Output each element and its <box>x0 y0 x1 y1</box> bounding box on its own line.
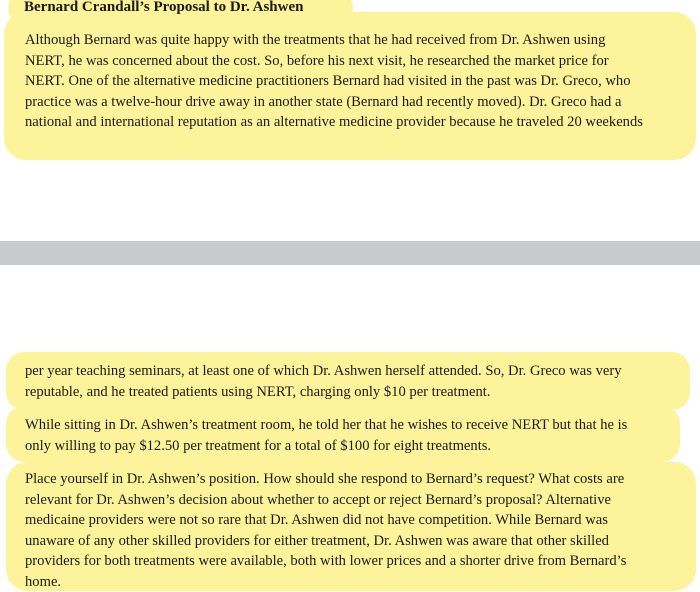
text-line: home. <box>25 572 626 592</box>
text-line: per year teaching seminars, at least one of which Dr. Ashwen herself attended. So, Dr. Greco was very <box>25 361 622 382</box>
text-line: practice was a twelve-hour drive away in another state (Bernard had recently moved). Dr. Greco had a <box>25 92 643 113</box>
text-line: NERT. One of the alternative medicine practitioners Bernard had visited in the past was Dr. Greco, who <box>25 71 643 92</box>
text-line: national and international reputation as an alternative medicine provider because he traveled 20 weekends <box>25 112 643 133</box>
paragraph-continuation <box>25 361 622 402</box>
paragraph-proposal <box>25 415 627 456</box>
paragraph-intro <box>25 30 643 133</box>
text-line: relevant for Dr. Ashwen’s decision about whether to accept or reject Bernard’s proposal? Alternative <box>25 490 626 511</box>
text-line: NERT, he was concerned about the cost. So, before his next visit, he researched the market price for <box>25 51 643 72</box>
page-break-divider <box>0 241 700 265</box>
paragraph-question <box>25 469 626 592</box>
text-line: Place yourself in Dr. Ashwen’s position. How should she respond to Bernard’s request? What costs are <box>25 469 626 490</box>
text-line: Although Bernard was quite happy with the treatments that he had received from Dr. Ashwen using <box>25 30 643 51</box>
text-line: unaware of any other skilled providers for either treatment, Dr. Ashwen was aware that other skilled <box>25 531 626 552</box>
text-line: providers for both treatments were available, both with lower prices and a shorter drive from Bernard’s <box>25 551 626 572</box>
text-line: medicaine providers were not so rare that Dr. Ashwen did not have competition. While Bernard was <box>25 510 626 531</box>
text-line: While sitting in Dr. Ashwen’s treatment room, he told her that he wishes to receive NERT but that he is <box>25 415 627 436</box>
document-title: Bernard Crandall’s Proposal to Dr. Ashwen <box>24 0 303 16</box>
text-line: reputable, and he treated patients using NERT, charging only $10 per treatment. <box>25 382 622 403</box>
text-line: only willing to pay $12.50 per treatment for a total of $100 for eight treatments. <box>25 436 627 457</box>
